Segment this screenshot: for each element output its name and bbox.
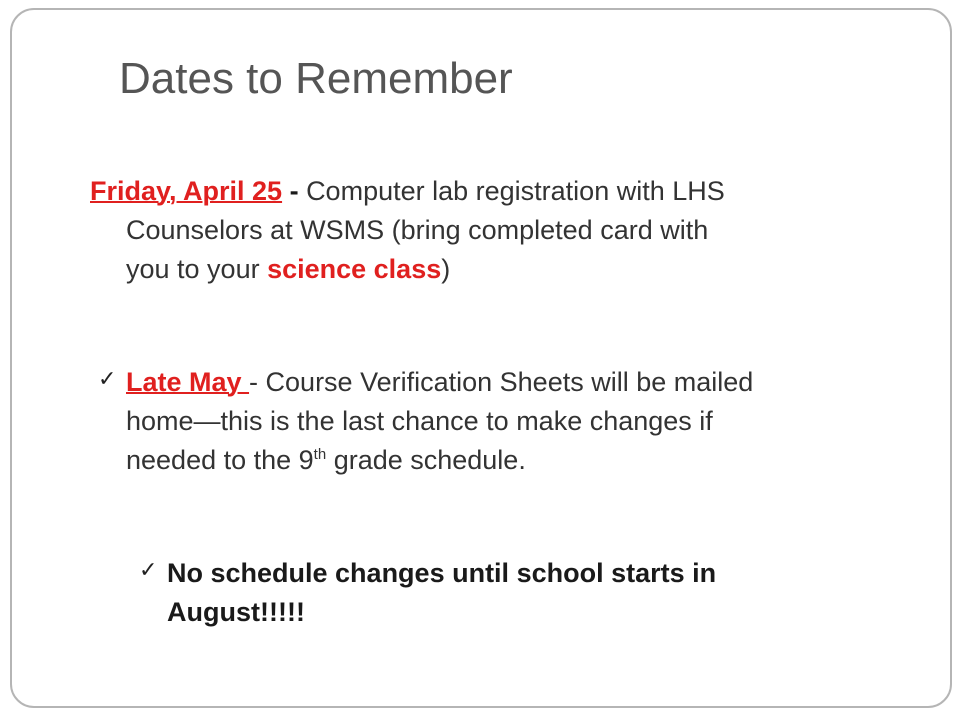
slide-frame (10, 8, 952, 708)
item1-line3 (126, 250, 450, 289)
item3-line2: August!!!!! (167, 597, 305, 627)
item1-dash: - (282, 176, 307, 206)
item2-text-line3-post: grade schedule. (326, 445, 526, 475)
item2-date: Late May (126, 367, 250, 397)
item2-line3 (126, 441, 526, 480)
item2-superscript: th (313, 446, 327, 463)
checkmark-icon: ✓ (98, 366, 117, 391)
item2-line2: home—this is the last chance to make changes if (126, 406, 713, 436)
item1-text-line3-pre: you to your (126, 254, 268, 284)
item1-highlight: science class (267, 254, 442, 284)
item3-line1: No schedule changes until school starts in (167, 558, 717, 588)
item2-text-line1: - Course Verification Sheets will be mailed (249, 367, 754, 397)
item1-line2: Counselors at WSMS (bring completed card with (126, 215, 709, 245)
checkmark-icon: ✓ (139, 557, 158, 582)
item1-text-line3-post: ) (441, 254, 451, 284)
item1-date: Friday, April 25 (90, 176, 283, 206)
item2-line1 (126, 363, 753, 402)
slide-title: Dates to Remember (119, 54, 513, 103)
item1-text-line1: Computer lab registration with LHS (306, 176, 725, 206)
item1-line1 (90, 172, 725, 211)
item2-text-line3-pre: needed to the 9 (126, 445, 314, 475)
